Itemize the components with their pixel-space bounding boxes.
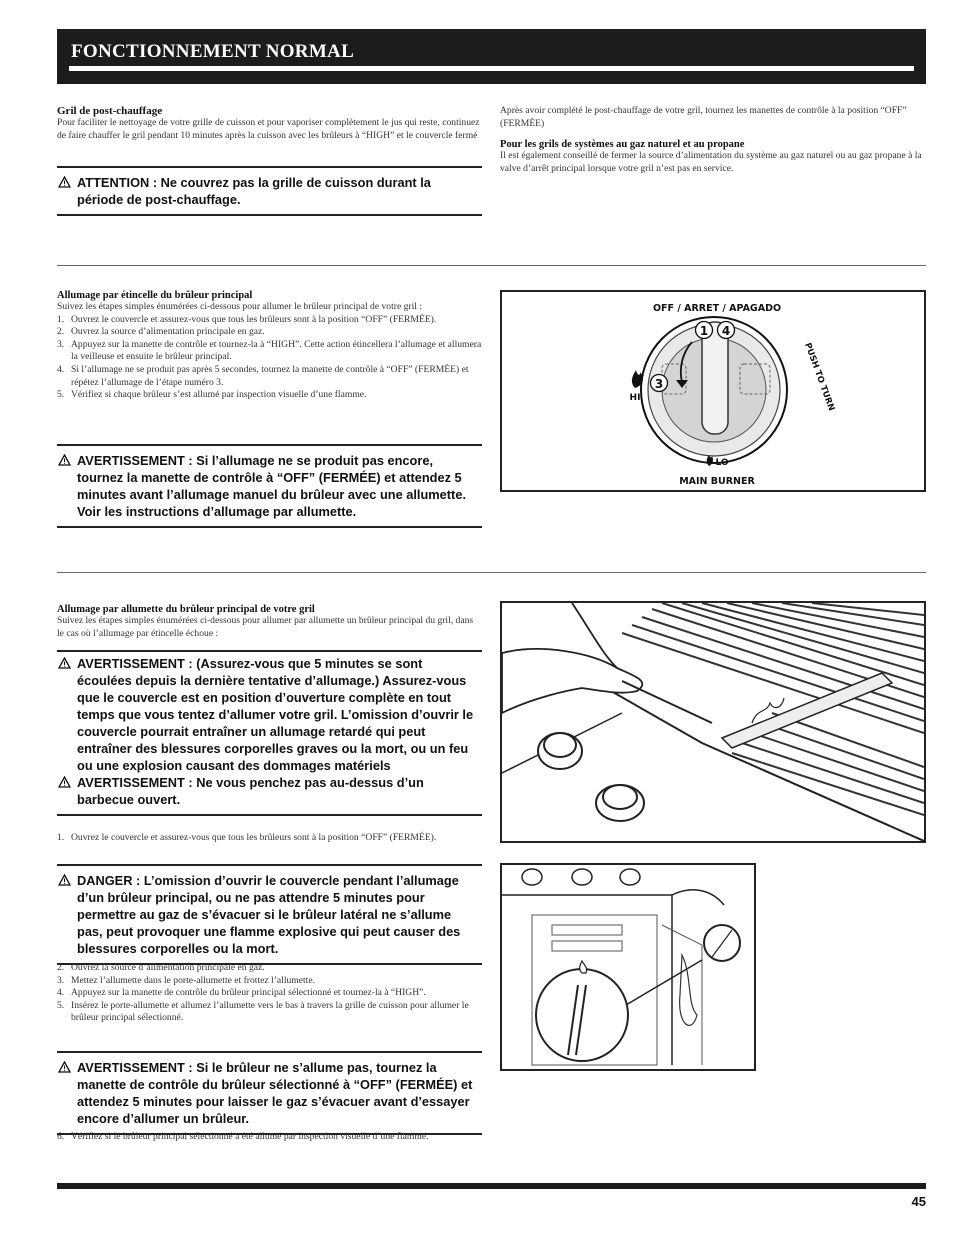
control-knob-illustration bbox=[502, 292, 924, 490]
match-ignition-section bbox=[57, 604, 482, 640]
footer-rule bbox=[57, 1183, 926, 1189]
section-divider bbox=[57, 572, 926, 573]
burner-not-lit-text: AVERTISSEMENT : Si le brûleur ne s’allume pas, tournez la manette de contrôle du brûleur sélectionné à “OFF” (FERMÉE) et attendez 5 minutes pour laisser le gaz s’évacuer avant d’essayer encore d’allumer un brûleur. bbox=[77, 1060, 473, 1126]
push-to-turn-label: PUSH TO TURN bbox=[802, 341, 837, 413]
after-post-heat-text: Après avoir complété le post-chauffage de votre gril, tournez les manettes de contrôle à la position “OFF” (FERMÉE) bbox=[500, 105, 907, 129]
warning-icon bbox=[58, 657, 71, 669]
match-step-6 bbox=[57, 1131, 482, 1144]
list-item: 2. Ouvrez la source d’alimentation principale en gaz. bbox=[57, 962, 265, 973]
list-item: 5. Insérez le porte-allumette et allumez l’allumette vers le bas à travers la grille de cuisson pour allumer le brûleur principal sélectionné. bbox=[57, 999, 469, 1024]
post-heat-section bbox=[57, 105, 482, 142]
match-ignition-warning bbox=[57, 650, 482, 816]
match-ignition-heading: Allumage par allumette du brûleur principal de votre gril bbox=[57, 604, 315, 615]
post-heat-heading: Gril de post-chauffage bbox=[57, 105, 163, 117]
hi-label: HI bbox=[629, 393, 641, 403]
post-heat-right bbox=[500, 105, 926, 175]
list-item: 3. Mettez l’allumette dans le porte-allumette et frottez l’allumette. bbox=[57, 974, 316, 986]
warning-icon bbox=[58, 874, 71, 886]
gas-systems-heading: Pour les grils de systèmes au gaz naturel et au propane bbox=[500, 139, 745, 151]
list-item: 1. Ouvrez le couvercle et assurez-vous que tous les brûleurs sont à la position “OFF” (FERMÉE). bbox=[57, 313, 437, 325]
burner-not-lit-warning bbox=[57, 1051, 482, 1135]
post-heat-body: Pour faciliter le nettoyage de votre grille de cuisson et pour vaporiser complètement le jus qui reste, continuez de faire chauffer le gril pendant 10 minutes après la cuisson avec les brûleurs à “HIGH” et le couvercle fermé bbox=[57, 117, 480, 141]
match-step-1 bbox=[57, 832, 482, 845]
post-heat-warning bbox=[57, 166, 482, 216]
header-rule bbox=[69, 66, 914, 71]
callout-3: 3 bbox=[654, 377, 664, 391]
danger-warning bbox=[57, 864, 482, 965]
warning-icon bbox=[58, 454, 71, 466]
list-item: 4. Si l’allumage ne se produit pas après 5 secondes, tournez la manette de contrôle à “OFF” (FERMÉE) et répétez l’allumage de l’étape numéro 3. bbox=[57, 363, 469, 388]
danger-text: DANGER : L’omission d’ouvrir le couvercle pendant l’allumage d’un brûleur principal, ou ne pas attendre 5 minutes pour permettre au gaz de s’évacuer si le brûleur latéral ne s’allume pas, peut provoquer une flamme explosive qui peut causer des blessures corporelles ou la mort. bbox=[77, 873, 461, 956]
match-steps-2-5 bbox=[57, 962, 482, 1025]
match-ignition-intro: Suivez les étapes simples énumérées ci-dessous pour allumer par allumette un brûleur principal du gril, dans le cas où l’allumage par étincelle échoue : bbox=[57, 615, 474, 639]
match-holder-figure bbox=[500, 863, 756, 1071]
spark-ignition-warning bbox=[57, 444, 482, 528]
page-number: 45 bbox=[911, 1194, 926, 1209]
section-divider bbox=[57, 265, 926, 266]
warning-icon bbox=[58, 1061, 71, 1073]
spark-ignition-steps bbox=[57, 314, 482, 402]
match-holder-illustration bbox=[502, 865, 754, 1069]
list-item: 6. Vérifiez si le brûleur principal sélectionné a été allumé par inspection visuelle d’une flamme. bbox=[57, 1131, 429, 1142]
grill-match-figure bbox=[500, 601, 926, 843]
post-heat-warning-text: ATTENTION : Ne couvrez pas la grille de cuisson durant la période de post-chauffage. bbox=[77, 175, 431, 207]
match-warning-b: AVERTISSEMENT : Ne vous penchez pas au-dessus d’un barbecue ouvert. bbox=[77, 774, 478, 808]
list-item: 3. Appuyez sur la manette de contrôle et tournez-la à “HIGH”. Cette action étincellera l’allumage et allumera la veilleuse et ensuite le brûleur principal. bbox=[57, 338, 482, 363]
list-item: 1. Ouvrez le couvercle et assurez-vous que tous les brûleurs sont à la position “OFF” (FERMÉE). bbox=[57, 832, 437, 843]
off-label: OFF / ARRET / APAGADO bbox=[652, 303, 782, 314]
match-warning-a: AVERTISSEMENT : (Assurez-vous que 5 minutes se sont écoulées depuis la dernière tentative d’allumage.) Assurez-vous que le couvercle est en position d’ouverture complète en tout temps que vous tentez d’allumer votre gril. L’omission d’ouvrir le couvercle pourrait entraîner un allumage retardé qui peut entraîner des blessures corporelles graves ou la mort, ou un feu ou une explosion causant des dommages matériels bbox=[77, 655, 478, 774]
list-item: 4. Appuyez sur la manette de contrôle du brûleur principal sélectionné et tournez-la à “HIGH”. bbox=[57, 987, 426, 999]
warning-icon bbox=[58, 176, 71, 188]
gas-systems-body: Il est également conseillé de fermer la source d’alimentation du système au gaz naturel ou au gaz propane à la valve d’arrêt principal lorsque votre gril n’est pas en service. bbox=[500, 150, 922, 174]
spark-ignition-heading: Allumage par étincelle du brûleur principal bbox=[57, 290, 253, 301]
spark-ignition-section bbox=[57, 290, 482, 402]
spark-ignition-intro: Suivez les étapes simples énumérées ci-dessous pour allumer le brûleur principal de votre gril : bbox=[57, 301, 422, 312]
warning-icon bbox=[58, 776, 71, 788]
grill-match-illustration bbox=[502, 603, 924, 841]
page-header bbox=[57, 29, 926, 84]
spark-ignition-warning-text: AVERTISSEMENT : Si l’allumage ne se produit pas encore, tournez la manette de contrôle à “OFF” (FERMÉE) et attendez 5 minutes avant l’allumage manuel du brûleur avec une allumette. Voir les instructions d’allumage par allumette. bbox=[77, 453, 466, 519]
lo-label: LO bbox=[715, 458, 729, 468]
callout-1: 1 bbox=[699, 324, 709, 338]
main-burner-label: MAIN BURNER bbox=[679, 476, 755, 487]
list-item: 5. Vérifiez si chaque brûleur s’est allumé par inspection visuelle d’une flamme. bbox=[57, 389, 367, 401]
callout-4: 4 bbox=[721, 324, 731, 338]
page-title: FONCTIONNEMENT NORMAL bbox=[71, 41, 355, 62]
control-knob-figure bbox=[500, 290, 926, 492]
list-item: 2. Ouvrez la source d’alimentation principale en gaz. bbox=[57, 326, 265, 338]
